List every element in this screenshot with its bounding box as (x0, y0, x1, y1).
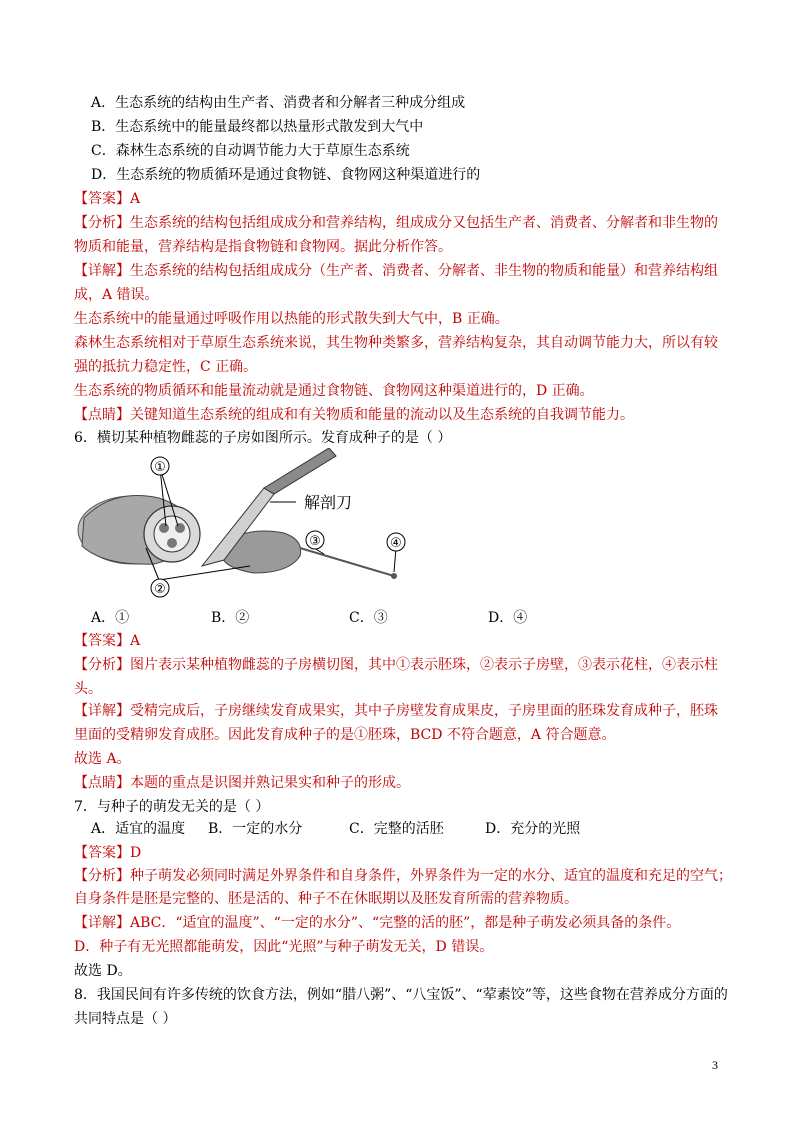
scalpel-label: 解剖刀 (304, 493, 353, 512)
q5-detail-line-4: 森林生态系统相对于草原生态系统来说，其生物种类繁多，营养结构复杂，其自动调节能力大，所以有较 (74, 335, 718, 351)
q5-detail-line-1: 【详解】生态系统的结构包括组成成分（生产者、消费者、分解者、非生物的物质和能量）和营养结构组 (74, 263, 718, 279)
q6-choice-a: A．① (91, 610, 130, 626)
q7-choice-a: A．适宜的温度 (91, 821, 186, 837)
q5-detail-line-3: 生态系统中的能量通过呼吸作用以热能的形式散失到大气中，B 正确。 (74, 311, 509, 327)
q6-answer: 【答案】A (74, 633, 141, 649)
q6-conclusion: 故选 A。 (74, 751, 131, 767)
q7-choice-c: C．完整的活胚 (349, 821, 444, 837)
q6-analysis-line-2: 头。 (74, 681, 102, 697)
q6-analysis-line-1: 【分析】图片表示某种植物雌蕊的子房横切图，其中①表示胚珠，②表示子房壁，③表示花柱，④表示柱 (74, 657, 718, 673)
q5-answer: 【答案】A (74, 191, 141, 207)
q7-conclusion: 故选 D。 (74, 963, 132, 979)
q7-detail-line-1: 【详解】ABC．“适宜的温度”、“一定的水分”、“完整的活的胚”，都是种子萌发必须具备的条件。 (74, 915, 681, 931)
q5-tip: 【点睛】关键知道生态系统的组成和有关物质和能量的流动以及生态系统的自我调节能力。 (74, 407, 634, 423)
marker-3: ③ (309, 534, 321, 549)
q7-analysis-line-1: 【分析】种子萌发必须同时满足外界条件和自身条件，外界条件为一定的水分、适宜的温度和充足的空气； (74, 868, 732, 884)
q5-analysis-line-1: 【分析】生态系统的结构包括组成成分和营养结构，组成成分又包括生产者、消费者、分解者和非生物的 (74, 215, 718, 231)
q5-analysis-line-2: 物质和能量，营养结构是指食物链和食物网。据此分析作答。 (74, 239, 452, 255)
ovary-cross-section-figure (74, 448, 414, 608)
q7-choice-d: D．充分的光照 (485, 821, 581, 837)
q7-analysis-line-2: 自身条件是胚是完整的、胚是活的、种子不在休眠期以及胚发育所需的营养物质。 (74, 891, 578, 907)
q6-detail-line-2: 里面的受精卵发育成胚。因此发育成种子的是①胚珠，BCD 不符合题意，A 符合题意。 (74, 727, 616, 743)
q5-detail-line-6: 生态系统的物质循环和能量流动就是通过食物链、食物网这种渠道进行的，D 正确。 (74, 383, 594, 399)
page-number: 3 (712, 1058, 718, 1072)
q5-detail-line-2: 成，A 错误。 (74, 287, 159, 303)
q6-choice-b: B．② (211, 610, 250, 626)
q8-stem-line-2: 共同特点是（ ） (74, 1011, 177, 1027)
q7-answer: 【答案】D (74, 845, 142, 861)
marker-2: ② (154, 582, 166, 597)
q6-detail-line-1: 【详解】受精完成后，子房继续发育成果实，其中子房壁发育成果皮，子房里面的胚珠发育成种子，胚珠 (74, 703, 718, 719)
q6-tip: 【点睛】本题的重点是识图并熟记果实和种子的形成。 (74, 775, 410, 791)
marker-1: ① (154, 460, 166, 475)
q5-option-c: C．森林生态系统的自动调节能力大于草原生态系统 (91, 143, 410, 159)
q7-choice-b: B．一定的水分 (208, 821, 303, 837)
q6-choice-d: D．④ (488, 610, 528, 626)
q7-stem: 7．与种子的萌发无关的是（ ） (74, 799, 270, 815)
q6-choice-c: C．③ (349, 610, 388, 626)
q5-option-d: D．生态系统的物质循环是通过食物链、食物网这种渠道进行的 (91, 167, 481, 183)
q6-stem: 6．横切某种植物雌蕊的子房如图所示。发育成种子的是（ ） (74, 430, 452, 446)
q5-detail-line-5: 强的抵抗力稳定性，C 正确。 (74, 359, 258, 375)
q5-option-a: A．生态系统的结构由生产者、消费者和分解者三种成分组成 (91, 95, 466, 111)
q5-option-b: B．生态系统中的能量最终都以热量形式散发到大气中 (91, 119, 424, 135)
q7-detail-line-2: D．种子有无光照都能萌发，因此“光照”与种子萌发无关，D 错误。 (74, 939, 494, 955)
q8-stem-line-1: 8．我国民间有许多传统的饮食方法，例如“腊八粥”、“八宝饭”、“荤素饺”等，这些食物在营养成分方面的 (74, 987, 728, 1003)
marker-4: ④ (390, 536, 402, 551)
